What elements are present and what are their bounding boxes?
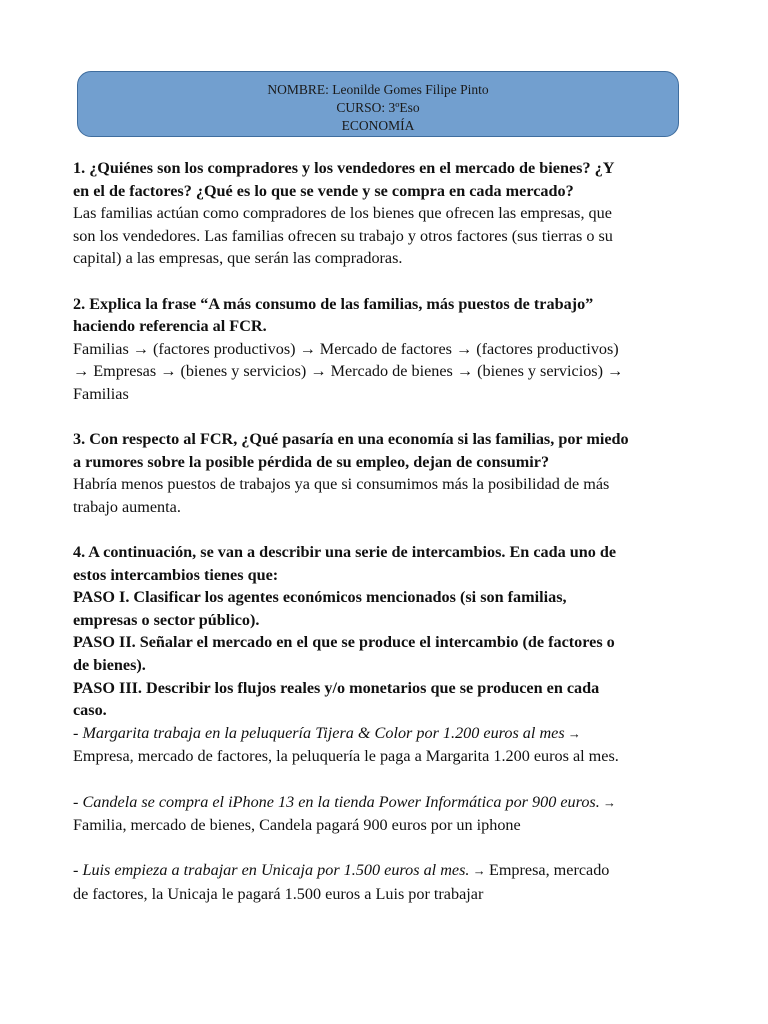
answer-text: capital) a las empresas, que serán las compradoras.	[73, 249, 403, 268]
exchange-statement: Luis empieza a trabajar en Unicaja por 1.500 euros al mes.	[82, 861, 470, 880]
question-text: a rumores sobre la posible pérdida de su empleo, dejan de consumir?	[73, 452, 550, 471]
document-body	[73, 157, 698, 906]
question-text: en el de factores? ¿Qué es lo que se vende y se compra en cada mercado?	[73, 181, 574, 200]
question-text: haciendo referencia al FCR.	[73, 317, 267, 336]
bullet-dash: -	[73, 792, 83, 811]
question-text: 4. A continuación, se van a describir una serie de intercambios. En cada uno de	[73, 543, 617, 562]
answer-text: Familias	[73, 384, 129, 403]
bullet-dash: -	[73, 723, 83, 742]
question-2	[73, 293, 698, 406]
exchange-example-1	[73, 722, 698, 746]
answer-text: Las familias actúan como compradores de los bienes que ofrecen las empresas, que	[73, 204, 612, 223]
exchange-example-3	[73, 859, 698, 883]
arrow-icon: →	[469, 863, 489, 879]
exchange-answer: Empresa, mercado de factores, la peluquería le paga a Margarita 1.200 euros al mes.	[73, 747, 619, 766]
spacer	[73, 768, 698, 791]
student-name: NOMBRE: Leonilde Gomes Filipe Pinto	[267, 82, 489, 97]
student-info-box	[77, 71, 679, 137]
question-3	[73, 428, 698, 518]
question-text: estos intercambios tienes que:	[73, 565, 279, 584]
exchange-answer: Empresa, mercado	[488, 861, 610, 880]
exchange-statement: Margarita trabaja en la peluquería Tijera & Color por 1.200 euros al mes	[82, 723, 565, 742]
spacer	[73, 270, 698, 293]
bullet-dash: -	[73, 861, 83, 880]
exchange-statement: Candela se compra el iPhone 13 en la tienda Power Informática por 900 euros.	[82, 792, 600, 811]
answer-text: Habría menos puestos de trabajos ya que si consumimos más la posibilidad de más	[73, 475, 610, 494]
step-instruction: de bienes).	[73, 656, 146, 675]
arrow-icon: →	[564, 725, 581, 741]
step-instruction: empresas o sector público).	[73, 610, 260, 629]
answer-text: trabajo aumenta.	[73, 497, 181, 516]
answer-text: → Empresas → (bienes y servicios) → Mercado de bienes → (bienes y servicios) →	[73, 362, 624, 381]
spacer	[73, 837, 698, 860]
step-instruction: caso.	[73, 701, 107, 720]
question-text: 3. Con respecto al FCR, ¿Qué pasaría en una economía si las familias, por miedo	[73, 430, 629, 449]
question-4	[73, 541, 698, 906]
question-text: 2. Explica la frase “A más consumo de las familias, más puestos de trabajo”	[73, 294, 594, 313]
exchange-example-2	[73, 791, 698, 815]
subject-label: ECONOMÍA	[341, 118, 415, 133]
exchange-answer: de factores, la Unicaja le pagará 1.500 euros a Luis por trabajar	[73, 885, 484, 903]
answer-text: son los vendedores. Las familias ofrecen su trabajo y otros factores (sus tierras o su	[73, 226, 613, 245]
step-instruction: PASO II. Señalar el mercado en el que se produce el intercambio (de factores o	[73, 633, 615, 652]
spacer	[73, 519, 698, 542]
step-instruction: PASO I. Clasificar los agentes económicos mencionados (si son familias,	[73, 588, 567, 607]
step-instruction: PASO III. Describir los flujos reales y/o monetarios que se producen en cada	[73, 678, 600, 697]
course-label: CURSO: 3ºEso	[336, 100, 420, 115]
arrow-icon: →	[599, 794, 617, 810]
question-text: 1. ¿Quiénes son los compradores y los vendedores en el mercado de bienes? ¿Y	[73, 159, 615, 177]
spacer	[73, 406, 698, 429]
question-1	[73, 157, 698, 270]
answer-text: Familias → (factores productivos) → Mercado de factores → (factores productivos)	[73, 339, 619, 358]
exchange-answer: Familia, mercado de bienes, Candela pagará 900 euros por un iphone	[73, 816, 521, 835]
